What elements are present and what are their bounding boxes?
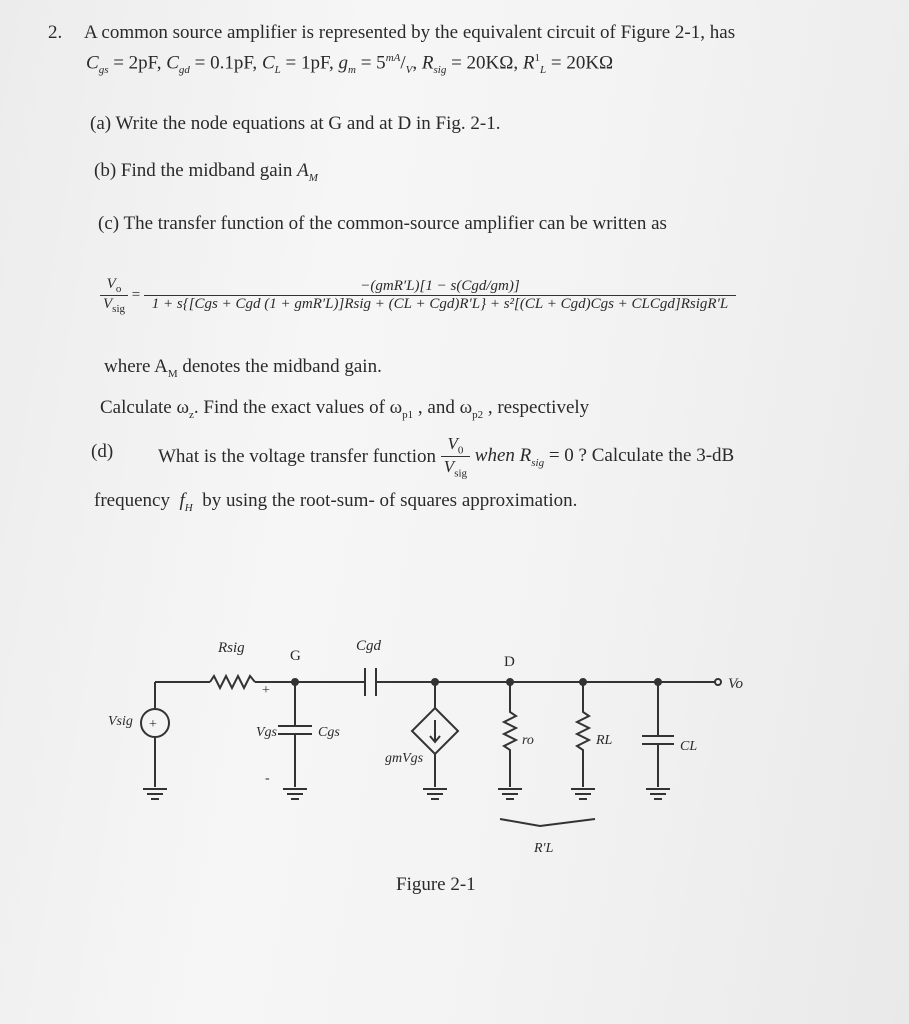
ground-icon: [283, 789, 307, 799]
output-terminal: [715, 679, 721, 685]
ground-icon: [143, 789, 167, 799]
rlp-bracket: [500, 819, 595, 826]
tf-rhs: [144, 278, 736, 313]
rsig-resistor: [210, 676, 255, 688]
rl-resistor: [577, 682, 589, 787]
part-b: (b) Find the midband gain $A_M$: [94, 160, 318, 184]
transfer-function: $\frac{V_o}{V_{sig}}$ = −(gmR′L)[1 − s(Cgd/gm)] 1 + s{[Cgs + Cgd (1 + gmR′L)]Rsig + (CL + Cgd)R′L} + s²[(CL + Cgd)Cgs + CLCgd]RsigR′L: [100, 276, 736, 315]
tf-numerator: −(gmR′L)[1 − s(Cgd/gm)]: [144, 278, 736, 296]
circuit-diagram: [0, 604, 909, 1024]
ro-resistor: [504, 682, 516, 787]
problem-number: 2.: [48, 22, 63, 43]
problem-params: $C_{gs} = 2pF$, $C_{gd} = 0.1pF$, $C_L = 1pF$, $g_m = 5^{mA}/_V$, $R_{sig} = 20K\Omega$, $R^1_L = 20K\Omega$: [86, 52, 614, 77]
svg-text:Cgd: Cgd: [356, 638, 382, 654]
svg-text:Cgs: Cgs: [318, 725, 340, 740]
part-d-line1: What is the voltage transfer function $\frac{V_0}{V_{sig}}$ when $R_{sig} = 0$ ? Calculate the 3-dB: [158, 434, 735, 480]
ground-icon: [571, 789, 595, 799]
ground-icon: [646, 789, 670, 799]
part-a: (a) Write the node equations at G and at D in Fig. 2-1.: [90, 113, 501, 134]
part-d-label: (d): [91, 441, 114, 462]
svg-text:CL: CL: [680, 739, 698, 754]
cgd-capacitor: [365, 668, 376, 696]
svg-text:R′L: R′L: [534, 841, 554, 856]
svg-text:+: +: [149, 717, 157, 732]
problem-intro: A common source amplifier is represented by the equivalent circuit of Figure 2-1, has: [84, 22, 736, 43]
calculate-line: Calculate $\omega_z$. Find the exact values of $\omega_{p1}$ , and $\omega_{p2}$ , respectively: [100, 397, 590, 421]
cgs-capacitor: [278, 682, 312, 787]
svg-text:ro: ro: [522, 733, 534, 748]
svg-text:Vgs: Vgs: [256, 725, 277, 740]
svg-text:Vsig: Vsig: [108, 714, 133, 729]
ground-icon: [498, 789, 522, 799]
tf-lhs: $\frac{V_o}{V_{sig}}$: [100, 276, 128, 315]
ground-icon: [423, 789, 447, 799]
part-c: (c) The transfer function of the common-source amplifier can be written as: [98, 213, 667, 234]
svg-text:G: G: [290, 648, 301, 664]
part-d-line2: frequency $f_H$ by using the root-sum- of squares approximation.: [94, 490, 578, 514]
svg-text:D: D: [504, 654, 515, 670]
svg-text:Vo: Vo: [728, 676, 743, 692]
cl-capacitor: [642, 682, 674, 787]
figure-caption: Figure 2-1: [396, 874, 476, 895]
where-line: where $A_M$ denotes the midband gain.: [104, 356, 382, 380]
svg-text:+: +: [262, 683, 270, 698]
tf-denominator: 1 + s{[Cgs + Cgd (1 + gmR′L)]Rsig + (CL + Cgd)R′L} + s²[(CL + Cgd)Cgs + CLCgd]RsigR′L: [151, 296, 729, 312]
svg-text:RL: RL: [596, 733, 613, 748]
svg-text:Rsig: Rsig: [218, 640, 245, 656]
d-fraction: $\frac{V_0}{V_{sig}}$: [441, 434, 470, 480]
svg-text:-: -: [265, 771, 270, 786]
svg-text:gmVgs: gmVgs: [385, 751, 424, 766]
